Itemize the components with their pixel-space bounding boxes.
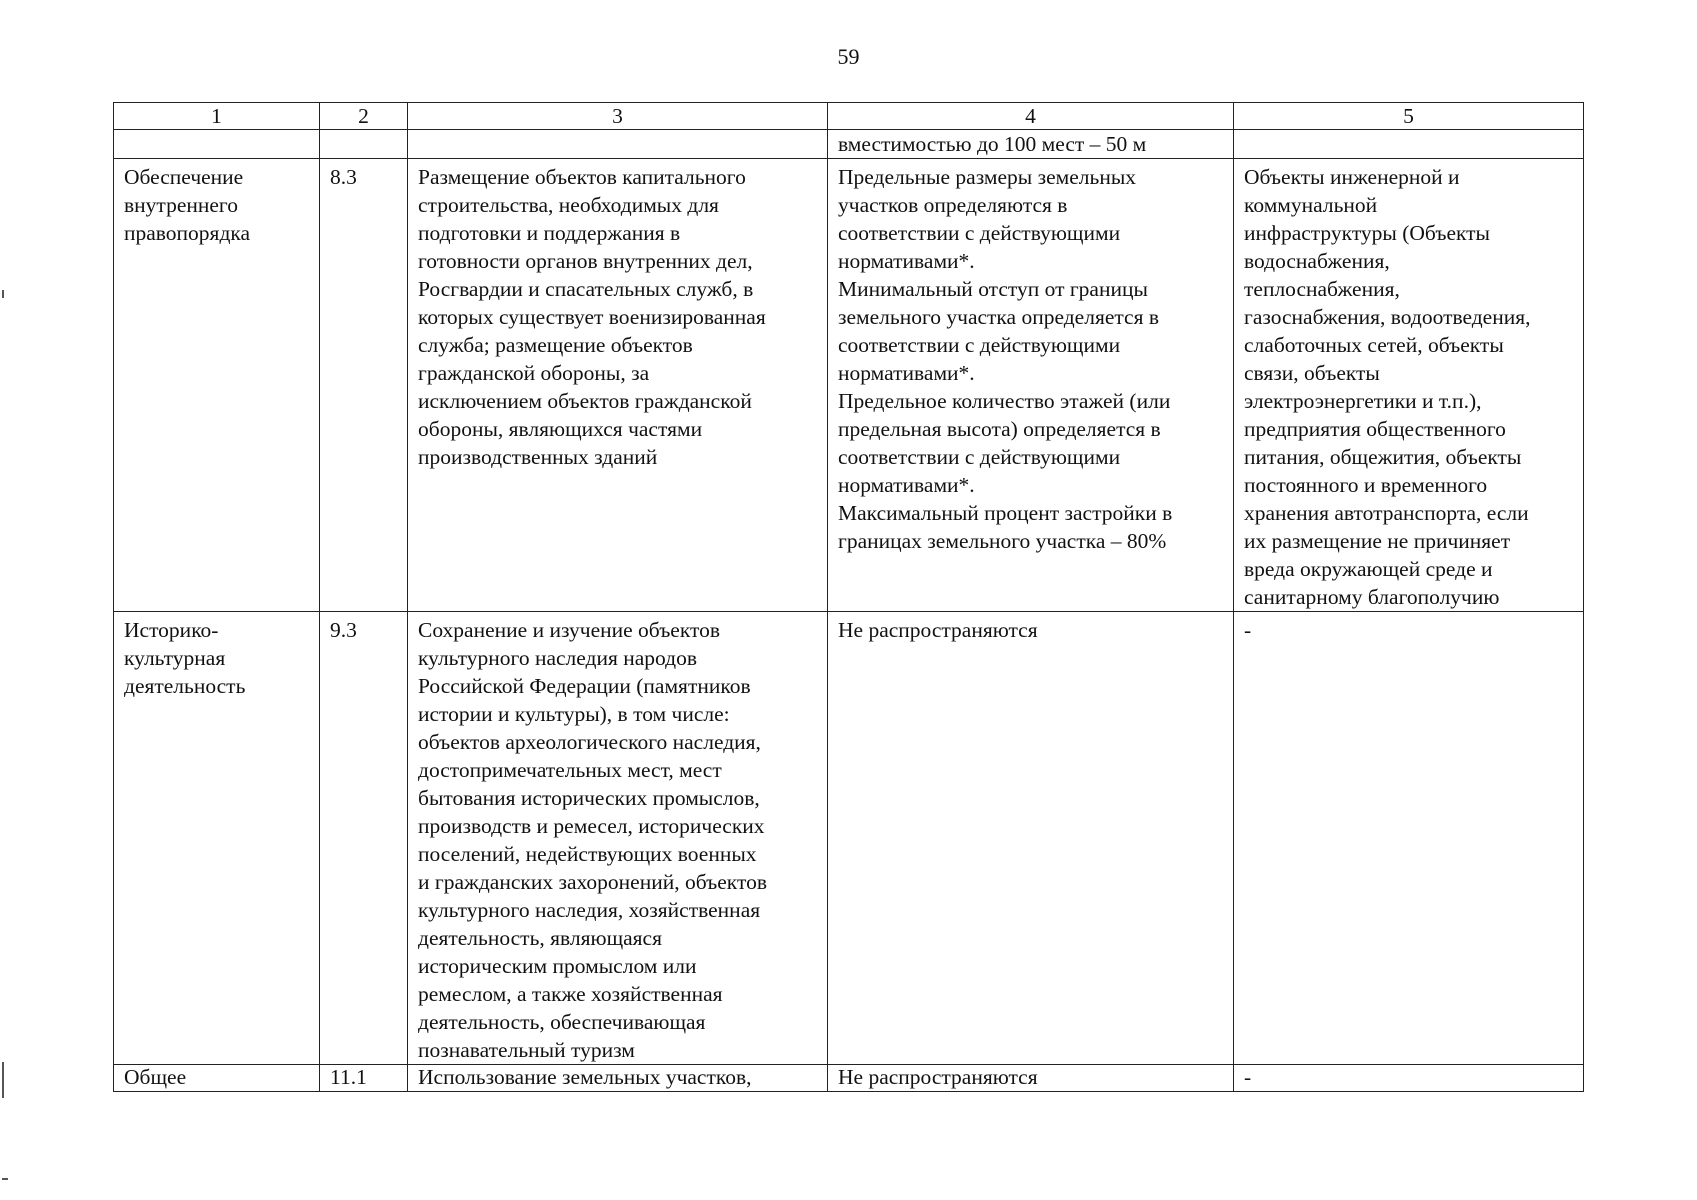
column-number-3: 3 (408, 103, 828, 130)
use-type-description: Размещение объектов капитального строительства, необходимых для подготовки и поддержания в готовности органов внутренних дел, Росгвардии и спасательных служб, в которых существует военизированная служба; размещение объектов гражданской обороны, за исключением объектов гражданской обороны, являющихся частями производственных зданий (408, 159, 828, 612)
use-type-auxiliary: Объекты инженерной и коммунальной инфраструктуры (Объекты водоснабжения, теплоснабжения, газоснабжения, водоотведения, слаботочных сетей, объекты связи, объекты электроэнергетики и т.п.), предприятия общественного питания, общежития, объекты постоянного и временного хранения автотранспорта, если их размещение не причиняет вреда окружающей среде и санитарному благополучию (1234, 159, 1584, 612)
continuation-cell-3 (408, 130, 828, 159)
use-type-auxiliary: - (1234, 1065, 1584, 1092)
table-row (114, 612, 1584, 1065)
use-type-parameters: Не распространяются (828, 612, 1234, 1065)
use-type-name: Общее (114, 1065, 320, 1092)
use-type-code: 9.3 (320, 612, 408, 1065)
use-type-parameters: Предельные размеры земельных участков определяются в соответствии с действующими нормативами*. Минимальный отступ от границы земельного участка определяется в соответствии с действующими нормативами*. Предельное количество этажей (или предельная высота) определяется в соответствии с действующими нормативами*. Максимальный процент застройки в границах земельного участка – 80% (828, 159, 1234, 612)
continuation-cell-2 (320, 130, 408, 159)
continuation-row (114, 130, 1584, 159)
continuation-cell-4: вместимостью до 100 мест – 50 м (828, 130, 1234, 159)
continuation-cell-5 (1234, 130, 1584, 159)
scan-margin-mark (2, 290, 4, 298)
use-type-name: Историко- культурная деятельность (114, 612, 320, 1065)
scan-margin-mark (2, 1178, 8, 1180)
table-header-row (114, 103, 1584, 130)
use-type-code: 8.3 (320, 159, 408, 612)
use-type-description: Сохранение и изучение объектов культурного наследия народов Российской Федерации (памятников истории и культуры), в том числе: объектов археологического наследия, достопримечательных мест, мест бытования исторических промыслов, производств и ремесел, исторических поселений, недействующих военных и гражданских захоронений, объектов культурного наследия, хозяйственная деятельность, являющаяся историческим промыслом или ремеслом, а также хозяйственная деятельность, обеспечивающая познавательный туризм (408, 612, 828, 1065)
table-row (114, 1065, 1584, 1092)
column-number-4: 4 (828, 103, 1234, 130)
use-type-code: 11.1 (320, 1065, 408, 1092)
table-row (114, 159, 1584, 612)
zoning-table (113, 102, 1584, 1092)
column-number-2: 2 (320, 103, 408, 130)
use-type-description: Использование земельных участков, (408, 1065, 828, 1092)
column-number-1: 1 (114, 103, 320, 130)
use-type-parameters: Не распространяются (828, 1065, 1234, 1092)
use-type-name: Обеспечение внутреннего правопорядка (114, 159, 320, 612)
use-type-auxiliary: - (1234, 612, 1584, 1065)
column-number-5: 5 (1234, 103, 1584, 130)
page-number: 59 (837, 44, 860, 69)
scan-margin-mark (2, 1062, 4, 1098)
continuation-cell-1 (114, 130, 320, 159)
